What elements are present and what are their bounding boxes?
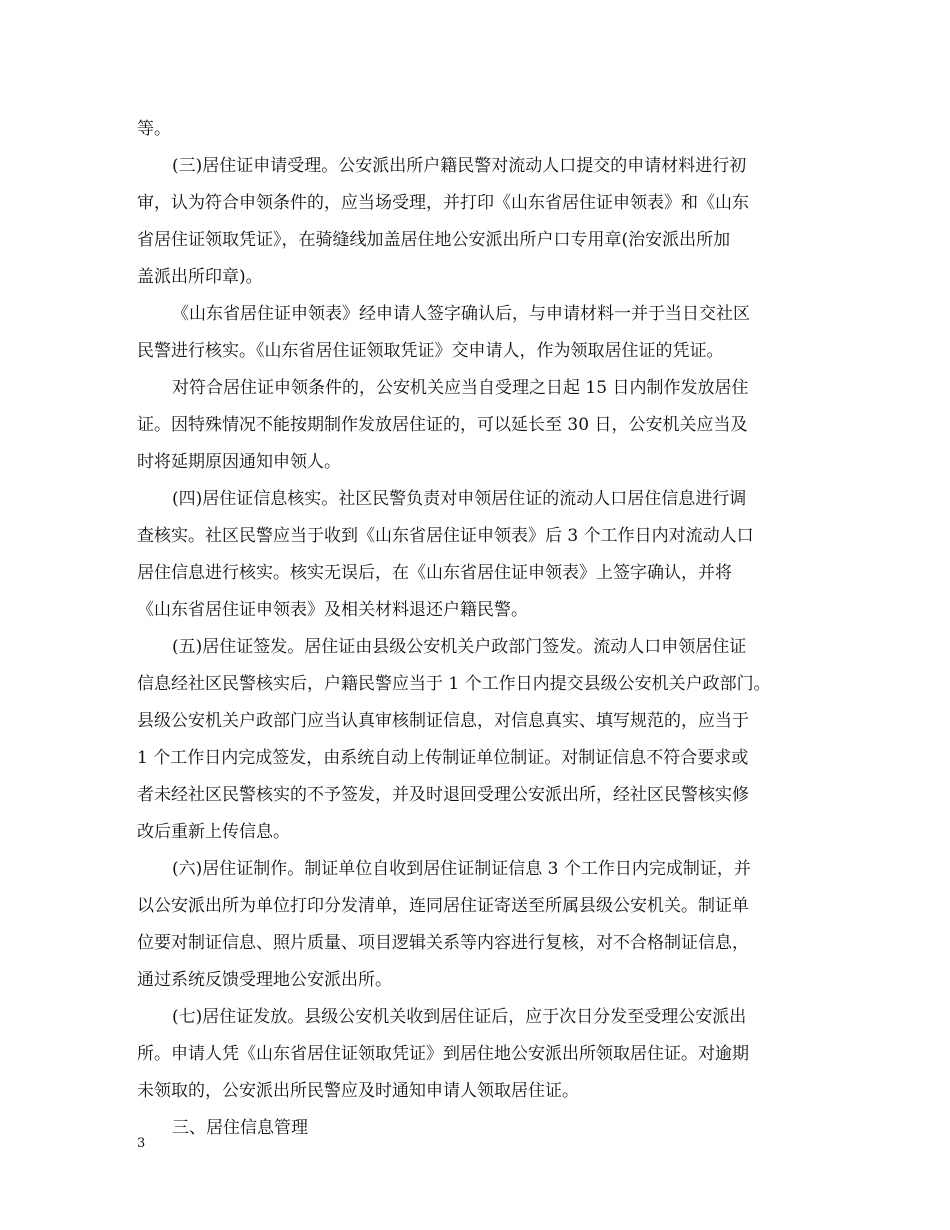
text-line: 位要对制证信息、照片质量、项目逻辑关系等内容进行复核，对不合格制证信息， [137,933,749,953]
text-line: 通过系统反馈受理地公安派出所。 [137,970,392,990]
text-line: 者未经社区民警核实的不予签发，并及时退回受理公安派出所，经社区民警核实修 [137,785,749,805]
text-line: (七)居住证发放。县级公安机关收到居住证后，应于次日分发至受理公安派出 [172,1007,747,1027]
body-text [137,111,827,1147]
text-line: 等。 [137,119,171,139]
text-line: 以公安派出所为单位打印分发清单，连同居住证寄送至所属县级公安机关。制证单 [137,896,749,916]
text-line: 民警进行核实。《山东省居住证领取凭证》交申请人，作为领取居住证的凭证。 [137,341,724,361]
text-line: 时将延期原因通知申领人。 [137,452,341,472]
text-line: 《山东省居住证申领表》及相关材料退还户籍民警。 [137,600,528,620]
text-line: (三)居住证申请受理。公安派出所户籍民警对流动人口提交的申请材料进行初 [172,156,747,176]
page-number: 3 [137,1136,146,1151]
text-line: 查核实。社区民警应当于收到《山东省居住证申领表》后 3 个工作日内对流动人口 [137,526,754,546]
text-line: 县级公安机关户政部门应当认真审核制证信息，对信息真实、填写规范的，应当于 [137,711,749,731]
text-line: 审，认为符合申领条件的，应当场受理，并打印《山东省居住证申领表》和《山东 [137,193,749,213]
text-line: 居住信息进行核实。核实无误后，在《山东省居住证申领表》上签字确认，并将 [137,563,732,583]
text-line: 未领取的，公安派出所民警应及时通知申请人领取居住证。 [137,1081,579,1101]
text-line: 信息经社区民警核实后，户籍民警应当于 1 个工作日内提交县级公安机关户政部门。 [137,674,771,694]
text-line: 《山东省居住证申领表》经申请人签字确认后，与申请材料一并于当日交社区 [172,304,750,324]
text-line: 省居住证领取凭证》，在骑缝线加盖居住地公安派出所户口专用章(治安派出所加 [137,230,731,250]
text-line: 三、居住信息管理 [172,1118,308,1138]
text-line: 1 个工作日内完成签发，由系统自动上传制证单位制证。对制证信息不符合要求或 [137,748,749,768]
text-line: (五)居住证签发。居住证由县级公安机关户政部门签发。流动人口申领居住证 [172,637,747,657]
text-line: (六)居住证制作。制证单位自收到居住证制证信息 3 个工作日内完成制证，并 [172,859,751,879]
text-line: 盖派出所印章)。 [137,267,263,287]
text-line: 改后重新上传信息。 [137,822,290,842]
text-line: (四)居住证信息核实。社区民警负责对申领居住证的流动人口居住信息进行调 [172,489,747,509]
text-line: 证。因特殊情况不能按期制作发放居住证的，可以延长至 30 日，公安机关应当及 [137,415,748,435]
text-line: 所。申请人凭《山东省居住证领取凭证》到居住地公安派出所领取居住证。对逾期 [137,1044,749,1064]
text-line: 对符合居住证申领条件的，公安机关应当自受理之日起 15 日内制作发放居住 [172,378,749,398]
